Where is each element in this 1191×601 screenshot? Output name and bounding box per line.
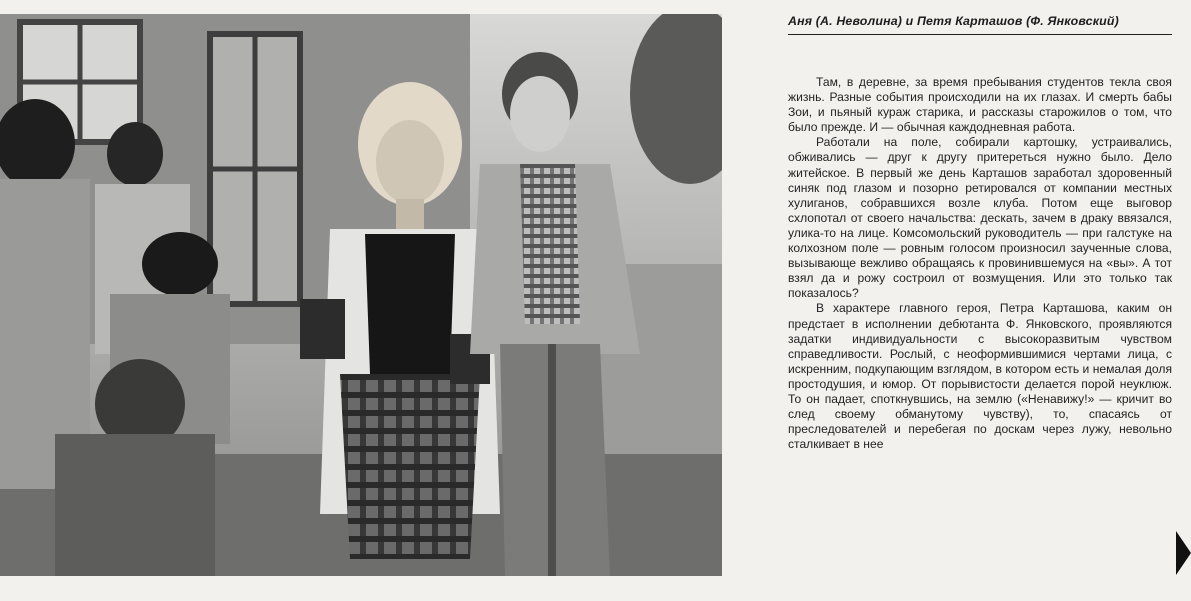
article-paragraph: В характере главного героя, Петра Карташова, каким он предстает в исполнении дебютанта Ф. Янковского, проявляются задатки индивидуальности с высокоразвитым чувством справедливости. Рослый, с неоформившимися чертами лица, с искренним, подкупающим взглядом, в котором есть и немалая доля простодушия, и юмор. От порывистости делается порой неуклюж. То он падает, споткнувшись, на землю («Ненавижу!» — кричит во след своему обманутому чувству), то, спасаясь от преследователей и перебегая по доскам через лужу, невольно сталкивает в нее: [788, 301, 1172, 452]
photo-illustration: [0, 14, 722, 576]
next-page-arrow-icon[interactable]: [1176, 531, 1191, 575]
film-still-photo: [0, 14, 722, 576]
article-text: [788, 75, 1172, 452]
article-paragraph: Работали на поле, собирали картошку, устраивались, обживались — друг к другу притереться нужно было. Дело житейское. В первый же день Карташов заработал здоровенный синяк под глазом и позорно ретировался от компании местных хулиганов, собравшихся возле клуба. Потом еще выговор схлопотал от своего начальства: дескать, зачем в драку ввязался, улика-то на лице. Комсомольский руководитель — при галстуке на колхозном поле — ровным голосом произносил заученные слова, вызывающе вежливо обращаясь к провинившемуся на «вы». А тот взял да и рожу состроил от возмущения. Или это только так показалось?: [788, 135, 1172, 301]
article-paragraph: Там, в деревне, за время пребывания студентов текла своя жизнь. Разные события происходили на их глазах. И смерть бабы Зои, и пьяный кураж старика, и рассказы старожилов о том, что было прежде. И — обычная каждодневная работа.: [788, 75, 1172, 135]
photo-caption: Аня (А. Неволина) и Петя Карташов (Ф. Янковский): [788, 14, 1172, 35]
